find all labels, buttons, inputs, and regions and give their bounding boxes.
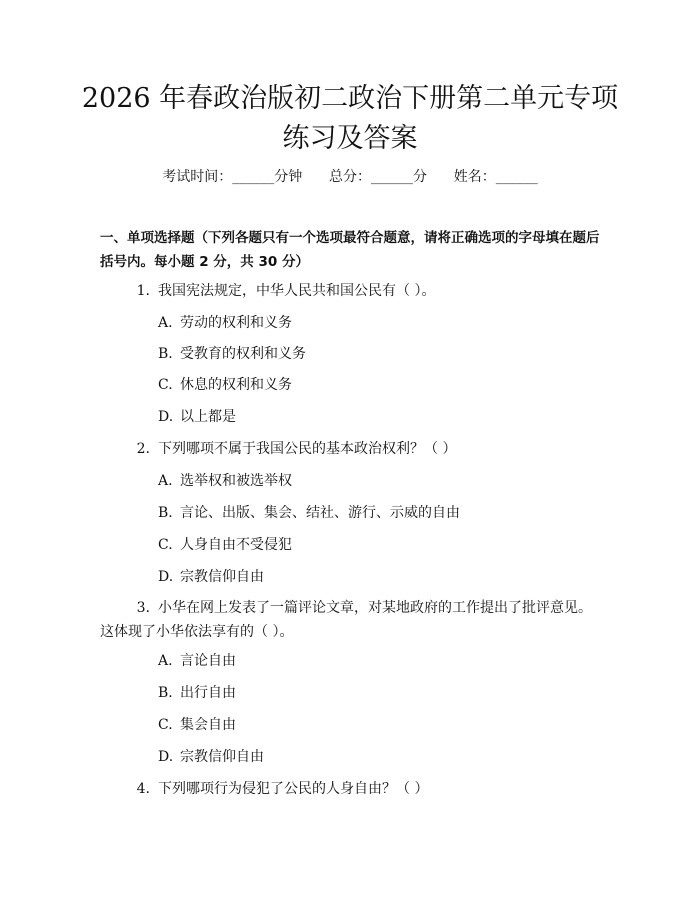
option-text: 宗教信仰自由 [180,749,264,765]
option-letter: C. [158,537,173,553]
option-letter: B. [158,685,173,701]
exam-meta-line: 考试时间：______分钟 总分：______分 姓名：______ [162,169,538,185]
option-text: 人身自由不受侵犯 [180,537,292,553]
option-letter: D. [158,749,174,765]
question-3 [100,596,600,644]
question-2-option-c [158,534,598,556]
question-4 [100,776,600,802]
option-letter: A. [158,653,173,669]
question-text: 我国宪法规定，中华人民共和国公民有（ ）。 [158,283,436,299]
question-1-option-c [158,374,598,396]
question-3-option-c [158,714,598,736]
option-letter: C. [158,377,173,393]
document-title-line-2: 练习及答案 [282,123,418,154]
option-letter: D. [158,569,174,585]
question-2-option-d [158,566,598,588]
question-number: 3. [136,600,150,616]
question-1-option-a [158,312,598,334]
question-number: 4. [136,781,150,797]
document-title-line-1: 2026 年春政治版初二政治下册第二单元专项 [81,83,619,114]
question-number: 1. [136,283,150,299]
question-text: 下列哪项行为侵犯了公民的人身自由？（ ） [158,781,429,797]
option-letter: B. [158,505,173,521]
question-3-option-a [158,650,598,672]
question-2 [100,436,600,462]
option-letter: C. [158,717,173,733]
option-text: 言论、出版、集会、结社、游行、示威的自由 [180,505,460,521]
option-text: 受教育的权利和义务 [180,346,306,362]
option-text: 休息的权利和义务 [180,377,292,393]
option-text: 集会自由 [180,717,236,733]
question-number: 2. [136,441,150,457]
question-1-option-d [158,406,598,428]
question-3-option-d [158,746,598,768]
option-text: 出行自由 [180,685,236,701]
option-letter: A. [158,315,173,331]
option-letter: A. [158,473,173,489]
question-2-option-b [158,502,598,524]
option-text: 选举权和被选举权 [180,473,292,489]
option-text: 以上都是 [180,409,236,425]
option-text: 宗教信仰自由 [180,569,264,585]
option-text: 劳动的权利和义务 [180,315,292,331]
option-letter: D. [158,409,174,425]
question-1 [100,278,600,304]
option-text: 言论自由 [180,653,236,669]
option-letter: B. [158,346,173,362]
question-1-option-b [158,343,598,365]
question-3-option-b [158,682,598,704]
question-2-option-a [158,470,598,492]
section-heading: 一、单项选择题（下列各题只有一个选项最符合题意，请将正确选项的字母填在题后括号内。每小题 2 分，共 30 分） [100,230,600,270]
question-text: 小华在网上发表了一篇评论文章，对某地政府的工作提出了批评意见。这体现了小华依法享有的（ ）。 [100,600,592,640]
question-text: 下列哪项不属于我国公民的基本政治权利？（ ） [158,441,457,457]
